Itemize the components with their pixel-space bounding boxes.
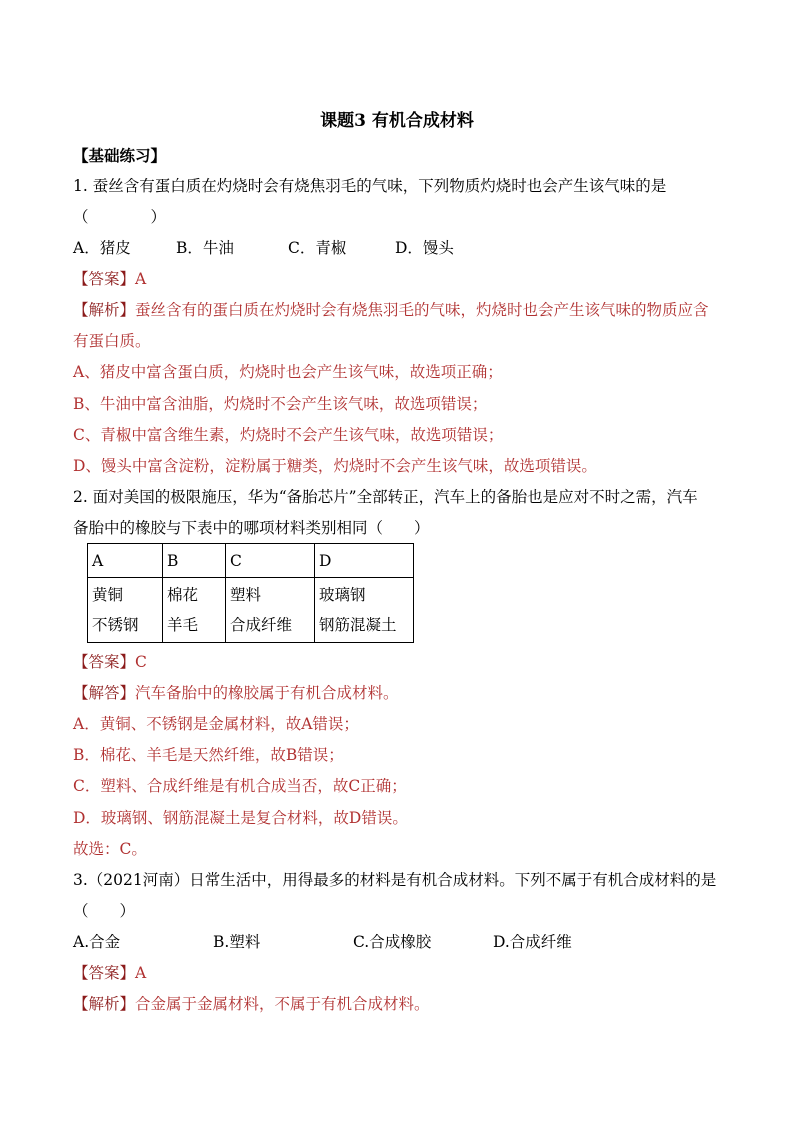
q1-answer <box>73 269 146 289</box>
page-title: 课题3 有机合成材料 <box>320 111 474 131</box>
table-row <box>88 578 414 643</box>
cell-line2: 钢筋混凝土 <box>319 616 397 634</box>
table-header-cell: A <box>88 544 163 578</box>
analysis-text: 汽车备胎中的橡胶属于有机合成材料。 <box>135 684 399 702</box>
q1-point-a: A、猪皮中富含蛋白质，灼烧时也会产生该气味，故选项正确； <box>73 363 503 381</box>
answer-value: C <box>135 653 147 671</box>
q3-stem-line1: 3.（2021河南）日常生活中，用得最多的材料是有机合成材料。下列不属于有机合成材料的是 <box>73 871 717 889</box>
materials-table <box>87 543 414 643</box>
q3-options <box>73 932 572 952</box>
q1-point-c: C、青椒中富含维生素，灼烧时不会产生该气味，故选项错误； <box>73 426 504 444</box>
q2-point-d: D．玻璃钢、钢筋混凝土是复合材料，故D错误。 <box>73 809 408 827</box>
answer-tag: 【答案】 <box>73 964 136 982</box>
table-cell <box>315 578 414 643</box>
q1-option-c: C．青椒 <box>288 239 347 257</box>
answer-tag: 【答案】 <box>73 653 136 671</box>
q2-stem-line1: 2. 面对美国的极限施压，华为“备胎芯片”全部转正，汽车上的备胎也是应对不时之需，汽车 <box>73 488 698 506</box>
table-cell <box>163 578 226 643</box>
q1-option-d: D．馒头 <box>395 239 454 257</box>
q2-answer <box>73 652 147 672</box>
cell-line1: 玻璃钢 <box>319 586 366 604</box>
q3-option-d: D.合成纤维 <box>493 933 572 951</box>
table-cell <box>226 578 315 643</box>
q1-options <box>73 238 454 258</box>
cell-line1: 塑料 <box>230 586 262 604</box>
q2-stem-line2: 备胎中的橡胶与下表中的哪项材料类别相同（ ） <box>73 519 430 537</box>
table-header-row <box>88 544 414 578</box>
answer-tag: 【答案】 <box>73 270 136 288</box>
q2-point-a: A．黄铜、不锈钢是金属材料，故A错误； <box>73 715 359 733</box>
table-cell <box>88 578 163 643</box>
q2-conclusion: 故选：C。 <box>73 840 147 858</box>
q3-option-c: C.合成橡胶 <box>353 933 432 951</box>
table-header-cell: D <box>315 544 414 578</box>
answer-value: A <box>135 270 147 288</box>
cell-line2: 不锈钢 <box>92 616 139 634</box>
analysis-tag: 【解析】 <box>73 301 136 319</box>
table-header-cell: C <box>226 544 315 578</box>
cell-line1: 棉花 <box>167 586 199 604</box>
q1-analysis-line1 <box>73 300 709 320</box>
q3-option-a: A.合金 <box>73 933 121 951</box>
answer-value: A <box>135 964 147 982</box>
q3-analysis <box>73 994 430 1014</box>
cell-line2: 羊毛 <box>167 616 199 634</box>
cell-line2: 合成纤维 <box>230 616 293 634</box>
q2-analysis <box>73 683 399 703</box>
q1-stem-line2: （ ） <box>73 208 167 226</box>
q1-option-a: A．猪皮 <box>73 239 131 257</box>
table-header-cell: B <box>163 544 226 578</box>
q3-answer <box>73 963 146 983</box>
q1-point-b: B、牛油中富含油脂，灼烧时不会产生该气味，故选项错误； <box>73 395 488 413</box>
section-heading: 【基础练习】 <box>73 146 167 165</box>
q1-stem-line1: 1. 蚕丝含有蛋白质在灼烧时会有烧焦羽毛的气味，下列物质灼烧时也会产生该气味的是 <box>73 177 667 195</box>
q2-point-c: C．塑料、合成纤维是有机合成当否，故C正确； <box>73 777 407 795</box>
analysis-tag: 【解析】 <box>73 995 136 1013</box>
q2-point-b: B．棉花、羊毛是天然纤维，故B错误； <box>73 746 344 764</box>
q3-option-b: B.塑料 <box>213 933 261 951</box>
q3-stem-line2: （ ） <box>73 902 136 920</box>
q1-option-b: B．牛油 <box>176 239 234 257</box>
analysis-text: 合金属于金属材料，不属于有机合成材料。 <box>135 995 430 1013</box>
analysis-text: 蚕丝含有的蛋白质在灼烧时会有烧焦羽毛的气味，灼烧时也会产生该气味的物质应含 <box>135 301 709 319</box>
q1-point-d: D、馒头中富含淀粉，淀粉属于糖类，灼烧时不会产生该气味，故选项错误。 <box>73 457 597 475</box>
analysis-tag: 【解答】 <box>73 684 136 702</box>
q1-analysis-line2: 有蛋白质。 <box>73 332 151 350</box>
cell-line1: 黄铜 <box>92 586 124 604</box>
